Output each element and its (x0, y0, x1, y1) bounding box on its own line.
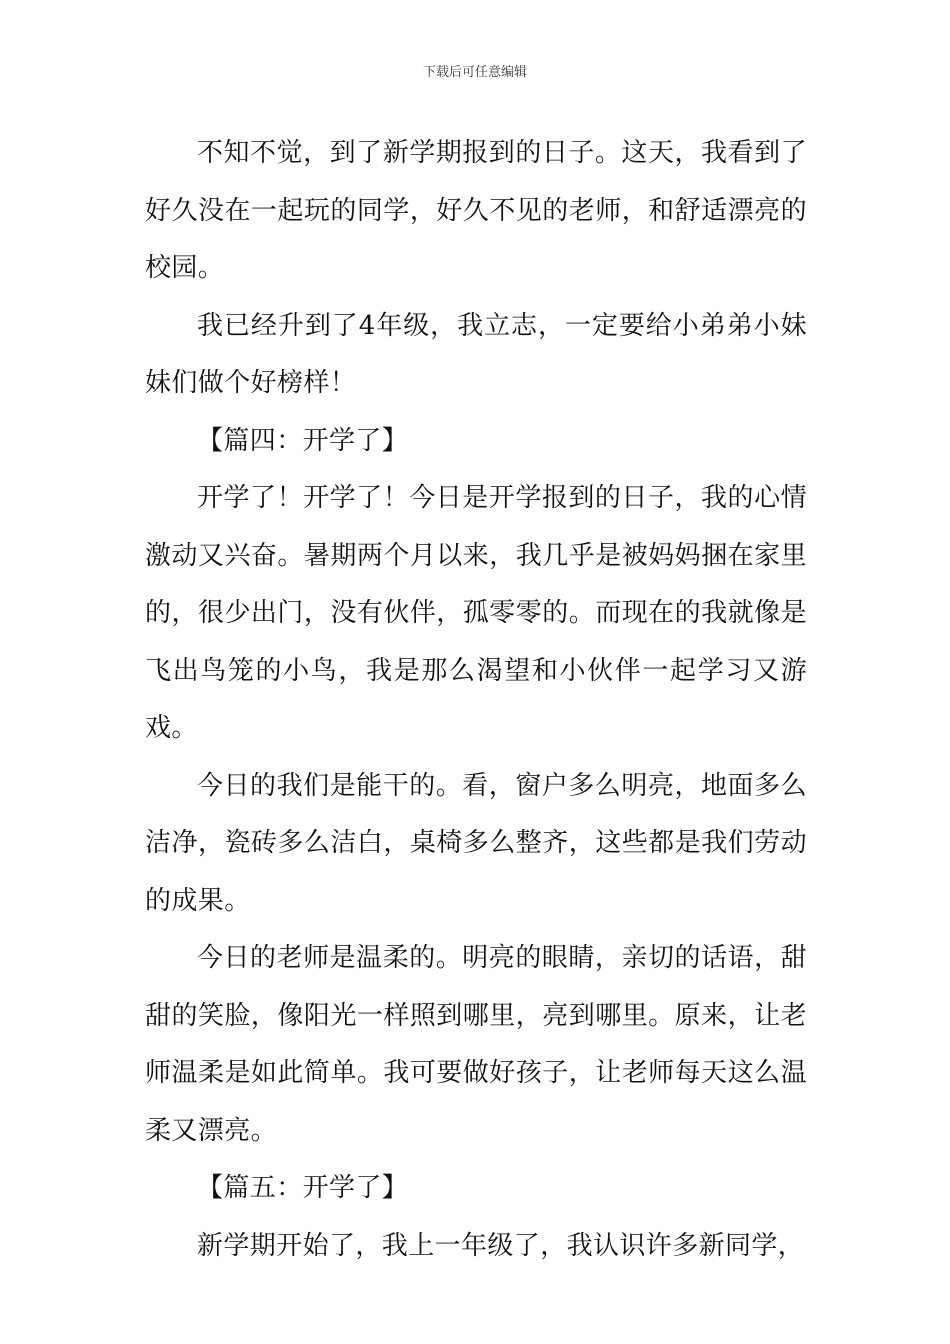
paragraph: 不知不觉，到了新学期报到的日子。这天，我看到了好久没在一起玩的同学，好久不见的老师，和舒适漂亮的校园。 (145, 138, 807, 283)
document-body (145, 125, 807, 1275)
paragraph: 新学期开始了，我上一年级了，我认识许多新同学， (197, 1230, 805, 1261)
section-heading: 【篇四：开学了】 (197, 425, 409, 456)
paragraph: 今日的我们是能干的。看，窗户多么明亮，地面多么洁净，瓷砖多么洁白，桌椅多么整齐，这些都是我们劳动的成果。 (145, 770, 807, 916)
paragraph: 开学了！开学了！今日是开学报到的日子，我的心情激动又兴奋。暑期两个月以来，我几乎是被妈妈捆在家里的，很少出门，没有伙伴，孤零零的。而现在的我就像是飞出鸟笼的小鸟，我是那么渴望和小伙伴一起学习又游戏。 (145, 483, 807, 743)
section-heading: 【篇五：开学了】 (197, 1173, 409, 1203)
paragraph: 我已经升到了4年级，我立志，一定要给小弟弟小妹妹们做个好榜样！ (145, 310, 807, 398)
paragraph: 今日的老师是温柔的。明亮的眼睛，亲切的话语，甜甜的笑脸，像阳光一样照到哪里，亮到哪里。原来，让老师温柔是如此简单。我可要做好孩子，让老师每天这么温柔又漂亮。 (145, 943, 807, 1146)
page-header: 下载后可任意编辑 (422, 65, 527, 80)
